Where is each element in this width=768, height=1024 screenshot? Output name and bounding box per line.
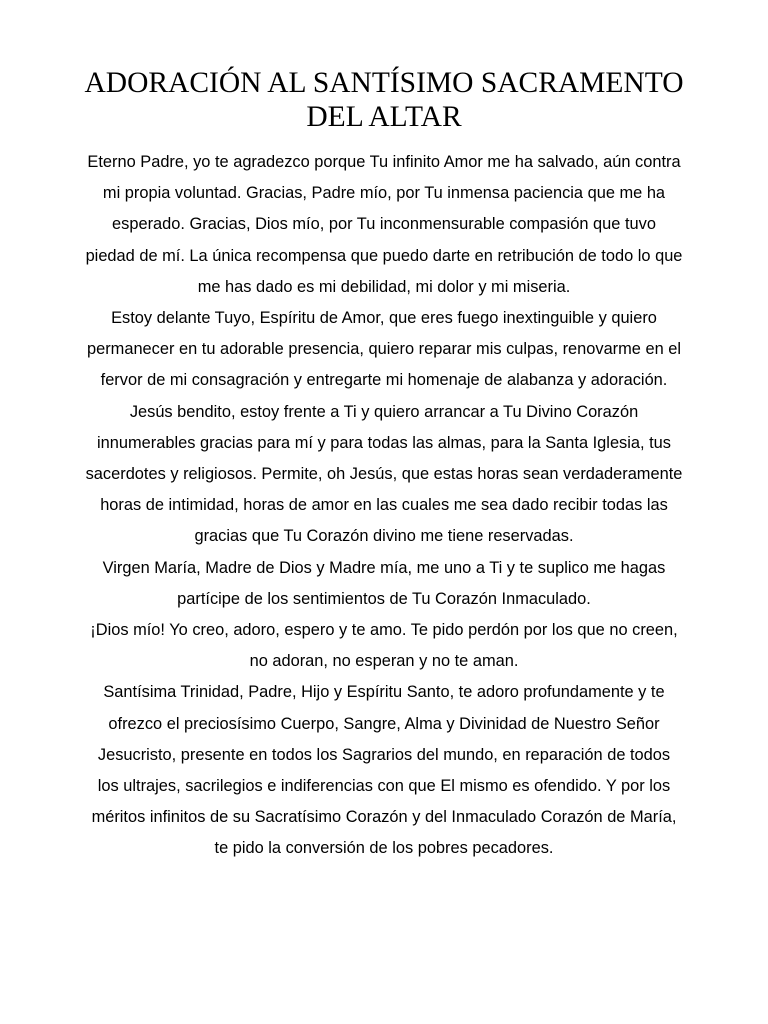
- paragraph-virgen-maria: [40, 553, 728, 615]
- text-line: te pido la conversión de los pobres pecadores.: [214, 839, 554, 858]
- paragraph-dios-mio: [40, 615, 728, 677]
- paragraph-jesus-bendito: [40, 397, 728, 553]
- text-line: gracias que Tu Corazón divino me tiene reservadas.: [194, 527, 574, 546]
- text-line: méritos infinitos de su Sacratísimo Corazón y del Inmaculado Corazón de María,: [91, 808, 677, 827]
- text-line: no adoran, no esperan y no te aman.: [249, 652, 519, 671]
- page-title: [30, 66, 738, 134]
- text-line: Estoy delante Tuyo, Espíritu de Amor, que eres fuego inextinguible y quiero: [111, 309, 657, 328]
- text-line: Jesucristo, presente en todos los Sagrarios del mundo, en reparación de todos: [97, 745, 671, 764]
- text-line: piedad de mí. La única recompensa que puedo darte en retribución de todo lo que: [85, 246, 683, 265]
- text-line: permanecer en tu adorable presencia, quiero reparar mis culpas, renovarme en el: [86, 340, 682, 359]
- paragraph-eterno-padre: [40, 147, 728, 303]
- text-line: Jesús bendito, estoy frente a Ti y quiero arrancar a Tu Divino Corazón: [129, 402, 639, 421]
- text-line: partícipe de los sentimientos de Tu Corazón Inmaculado.: [177, 589, 591, 608]
- text-line: horas de intimidad, horas de amor en las cuales me sea dado recibir todas las: [100, 496, 668, 515]
- text-line: ¡Dios mío! Yo creo, adoro, espero y te amo. Te pido perdón por los que no creen,: [90, 621, 678, 640]
- text-line: los ultrajes, sacrilegios e indiferencias con que El mismo es ofendido. Y por los: [97, 777, 671, 796]
- title-line: ADORACIÓN AL SANTÍSIMO SACRAMENTO: [84, 67, 684, 99]
- prayer-body: [40, 147, 728, 865]
- text-line: Santísima Trinidad, Padre, Hijo y Espíritu Santo, te adoro profundamente y te: [103, 683, 665, 702]
- title-line: DEL ALTAR: [306, 101, 462, 133]
- text-line: Eterno Padre, yo te agradezco porque Tu infinito Amor me ha salvado, aún contra: [87, 153, 681, 171]
- text-line: mi propia voluntad. Gracias, Padre mío, por Tu inmensa paciencia que me ha: [102, 184, 666, 203]
- text-line: Virgen María, Madre de Dios y Madre mía, me uno a Ti y te suplico me hagas: [102, 558, 666, 577]
- text-line: esperado. Gracias, Dios mío, por Tu inconmensurable compasión que tuvo: [112, 215, 656, 234]
- paragraph-espiritu-de-amor: [40, 303, 728, 397]
- text-line: sacerdotes y religiosos. Permite, oh Jesús, que estas horas sean verdaderamente: [85, 465, 683, 484]
- text-line: innumerables gracias para mí y para todas las almas, para la Santa Iglesia, tus: [97, 433, 671, 452]
- paragraph-santisima-trinidad: [40, 677, 728, 864]
- text-line: ofrezco el preciosísimo Cuerpo, Sangre, Alma y Divinidad de Nuestro Señor: [108, 714, 660, 733]
- text-line: fervor de mi consagración y entregarte mi homenaje de alabanza y adoración.: [100, 371, 668, 390]
- text-line: me has dado es mi debilidad, mi dolor y mi miseria.: [197, 277, 571, 296]
